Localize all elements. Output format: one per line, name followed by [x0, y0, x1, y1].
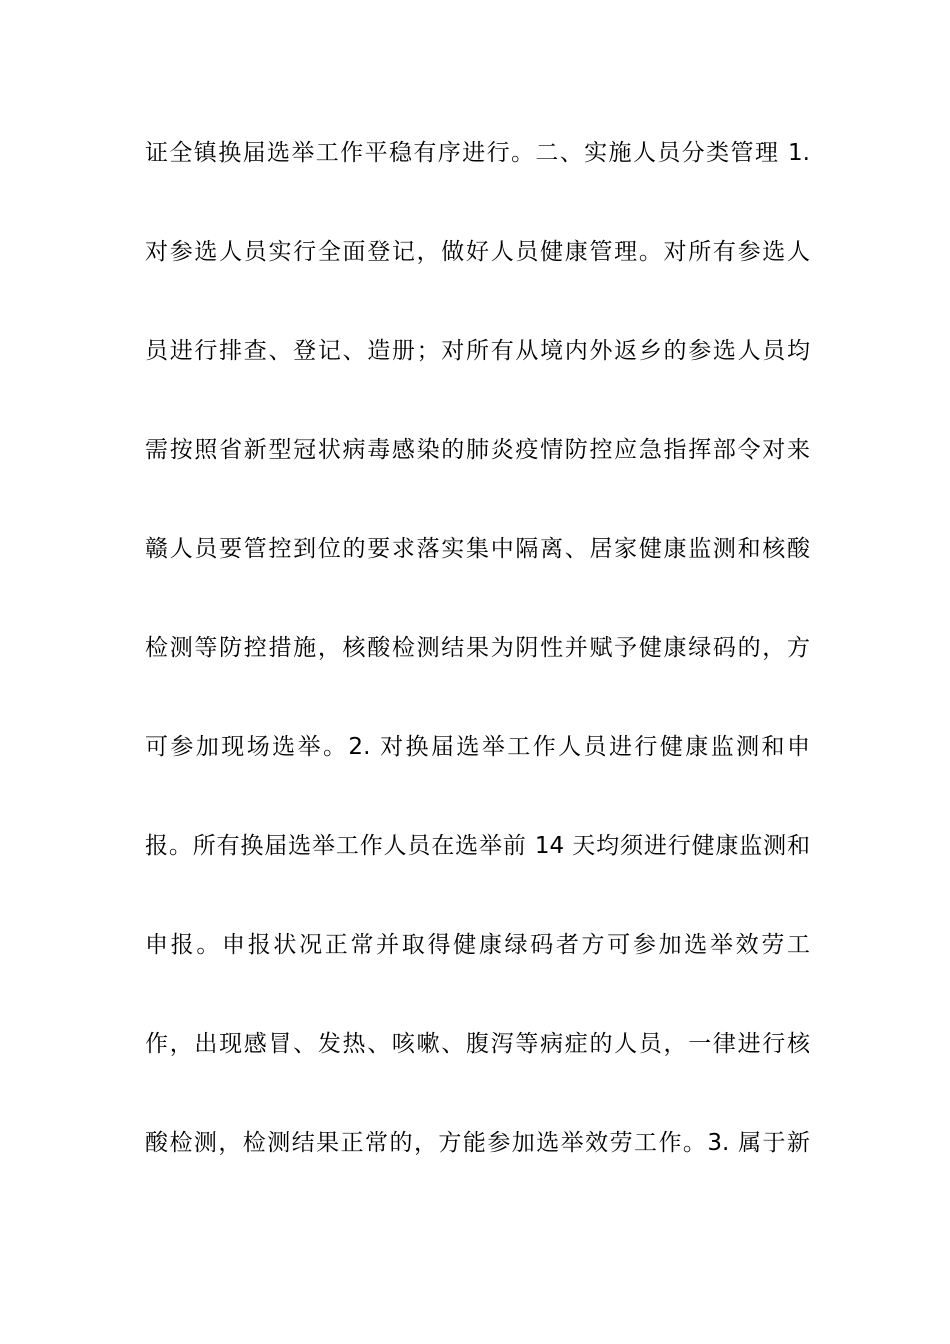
- text-line-10: 作，出现感冒、发热、咳嗽、腹泻等病症的人员，一律进行核: [145, 1031, 810, 1057]
- text-line-4: 需按照省新型冠状病毒感染的肺炎疫情防控应急指挥部令对来: [145, 437, 810, 463]
- text-line-2: 对参选人员实行全面登记，做好人员健康管理。对所有参选人: [145, 239, 810, 265]
- text-line-9: 申报。申报状况正常并取得健康绿码者方可参加选举效劳工: [145, 932, 810, 958]
- text-line-5: 赣人员要管控到位的要求落实集中隔离、居家健康监测和核酸: [145, 536, 810, 562]
- text-line-11: 酸检测，检测结果正常的，方能参加选举效劳工作。3. 属于新: [145, 1130, 810, 1156]
- text-line-1: 证全镇换届选举工作平稳有序进行。二、实施人员分类管理 1.: [145, 140, 810, 166]
- text-line-3: 员进行排查、登记、造册；对所有从境内外返乡的参选人员均: [145, 338, 810, 364]
- text-line-6: 检测等防控措施，核酸检测结果为阴性并赋予健康绿码的，方: [145, 635, 810, 661]
- body-paragraph: [145, 124, 810, 1213]
- text-line-8: 报。所有换届选举工作人员在选举前 14 天均须进行健康监测和: [145, 833, 810, 859]
- text-line-7: 可参加现场选举。2. 对换届选举工作人员进行健康监测和申: [145, 734, 810, 760]
